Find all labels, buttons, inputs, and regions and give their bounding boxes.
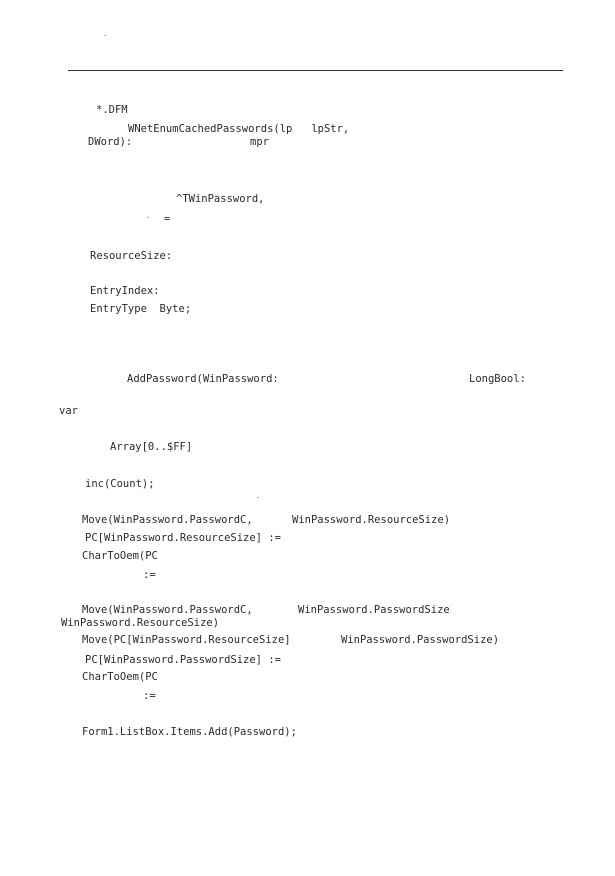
text-line: Move(WinPassword.PasswordC, — [82, 514, 253, 526]
text-line: ResourceSize: — [90, 250, 173, 262]
text-line: Array[0..$FF] — [110, 441, 193, 453]
text-line: inc(Count); — [85, 478, 155, 490]
text-line: Move(PC[WinPassword.ResourceSize] — [82, 634, 291, 646]
text-line: DWord): — [88, 136, 133, 148]
text-line: CharToOem(PC — [82, 671, 158, 683]
header-rule — [68, 70, 563, 71]
text-line: var — [59, 405, 78, 417]
text-line: EntryType Byte; — [90, 303, 192, 315]
text-line: WinPassword.ResourceSize) — [61, 617, 220, 629]
text-line: := — [143, 690, 156, 702]
text-line: *.DFM — [96, 104, 128, 116]
text-line: Form1.ListBox.Items.Add(Password); — [82, 726, 297, 738]
text-line: AddPassword(WinPassword: — [127, 373, 279, 385]
text-line: LongBool: — [469, 373, 526, 385]
text-line: WNetEnumCachedPasswords(lp lpStr, — [128, 123, 350, 135]
text-line: PC[WinPassword.ResourceSize] := — [85, 532, 281, 544]
text-line: = — [164, 213, 171, 225]
text-line: := — [143, 569, 156, 581]
text-line: ^TWinPassword, — [176, 193, 265, 205]
text-line: PC[WinPassword.PasswordSize] := — [85, 654, 281, 666]
text-line: CharToOem(PC — [82, 550, 158, 562]
text-line: WinPassword.PasswordSize) — [341, 634, 500, 646]
text-line: WinPassword.PasswordSize — [298, 604, 450, 616]
text-line: EntryIndex: — [90, 285, 160, 297]
scan-speck — [257, 497, 259, 498]
text-line: mpr — [250, 136, 269, 148]
text-line: WinPassword.ResourceSize) — [292, 514, 451, 526]
scan-speck — [104, 35, 106, 36]
text-line: Move(WinPassword.PasswordC, — [82, 604, 253, 616]
scan-speck — [147, 217, 149, 218]
